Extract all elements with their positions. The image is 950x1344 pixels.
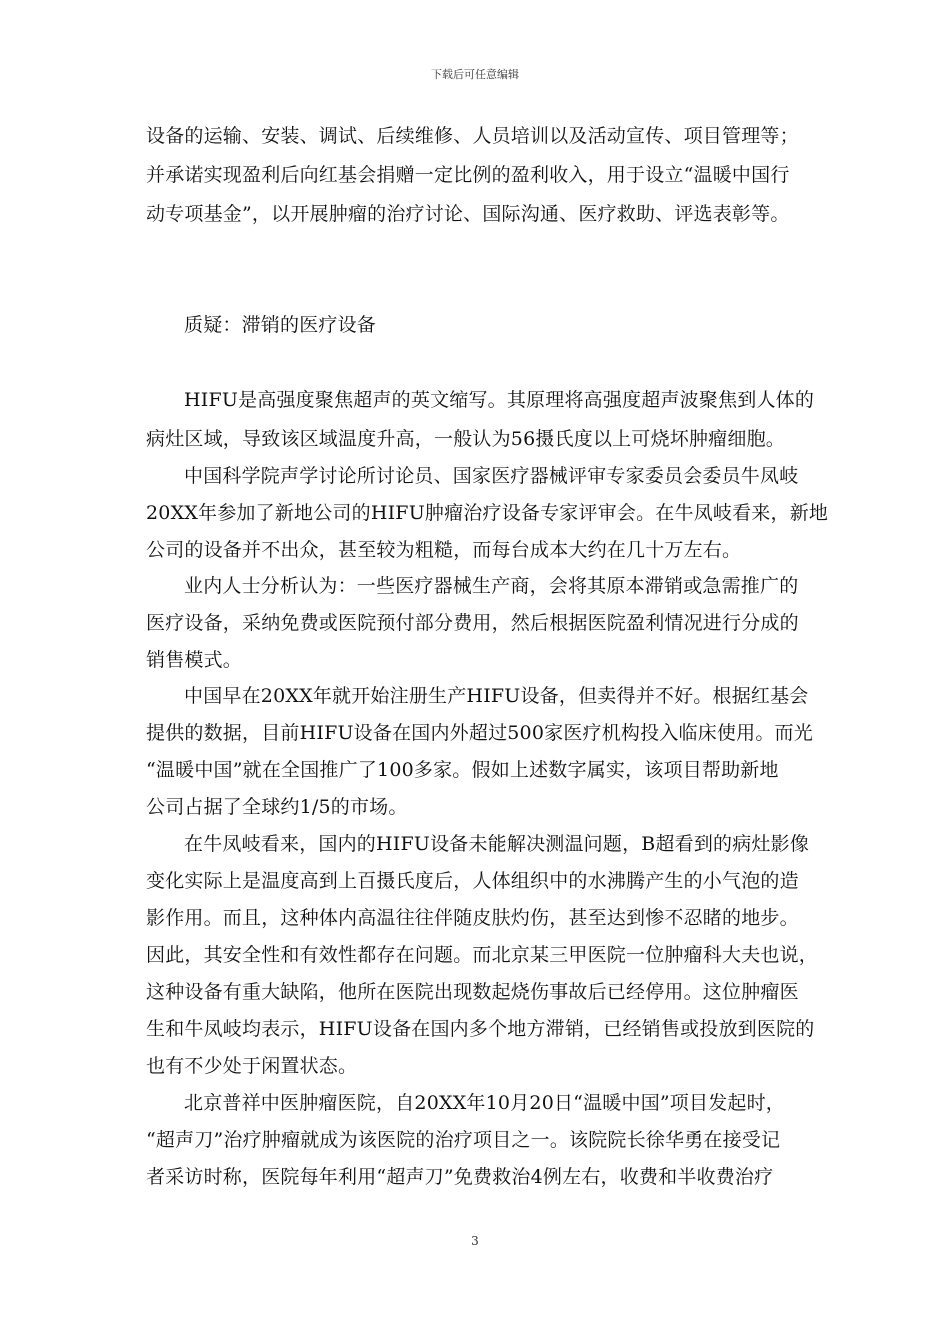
text-line: 这种设备有重大缺陷，他所在医院出现数起烧伤事故后已经停用。这位肿瘤医 [146,981,799,1003]
text-line: 业内人士分析认为：一些医疗器械生产商，会将其原本滞销或急需推广的 [184,575,799,597]
text-line: 20XX年参加了新地公司的HIFU肿瘤治疗设备专家评审会。在牛凤岐看来，新地 [146,502,829,524]
text-line: 销售模式。 [146,649,243,671]
text-line: 生和牛凤岐均表示，HIFU设备在国内多个地方滞销，已经销售或投放到医院的 [146,1018,815,1040]
text-line: 提供的数据，目前HIFU设备在国内外超过500家医疗机构投入临床使用。而光 [146,722,813,744]
text-line: 北京普祥中医肿瘤医院，自20XX年10月20日“温暖中国”项目发起时， [184,1092,786,1114]
text-line: 中国科学院声学讨论所讨论员、国家医疗器械评审专家委员会委员牛凤岐 [184,465,799,487]
text-line: 公司占据了全球约1/5的市场。 [146,796,408,818]
text-line: 动专项基金”，以开展肿瘤的治疗讨论、国际沟通、医疗救助、评选表彰等。 [146,203,790,225]
section-heading: 质疑：滞销的医疗设备 [184,314,377,336]
text-line: “温暖中国”就在全国推广了100多家。假如上述数字属实，该项目帮助新地 [146,759,779,781]
text-line: 并承诺实现盈利后向红基会捐赠一定比例的盈利收入，用于设立“温暖中国行 [146,164,790,186]
text-line: 也有不少处于闲置状态。 [146,1055,358,1077]
text-line: HIFU是高强度聚焦超声的英文缩写。其原理将高强度超声波聚焦到人体的 [184,389,815,411]
text-line: “超声刀”治疗肿瘤就成为该医院的治疗项目之一。该院院长徐华勇在接受记 [146,1129,781,1151]
text-line: 因此，其安全性和有效性都存在问题。而北京某三甲医院一位肿瘤科大夫也说， [146,944,819,966]
page-number: 3 [471,1234,479,1248]
text-line: 影作用。而且，这种体内高温往往伴随皮肤灼伤，甚至达到惨不忍睹的地步。 [146,907,799,929]
text-line: 变化实际上是温度高到上百摄氏度后，人体组织中的水沸腾产生的小气泡的造 [146,870,799,892]
text-line: 者采访时称，医院每年利用“超声刀”免费救治4例左右，收费和半收费治疗 [146,1166,774,1188]
page-header: 下载后可任意编辑 [431,68,519,81]
text-line: 中国早在20XX年就开始注册生产HIFU设备，但卖得并不好。根据红基会 [184,685,809,707]
text-line: 医疗设备，采纳免费或医院预付部分费用，然后根据医院盈利情况进行分成的 [146,612,799,634]
text-line: 设备的运输、安装、调试、后续维修、人员培训以及活动宣传、项目管理等； [146,125,799,147]
text-line: 病灶区域，导致该区域温度升高，一般认为56摄氏度以上可烧坏肿瘤细胞。 [146,428,785,450]
text-line: 在牛凤岐看来，国内的HIFU设备未能解决测温问题，B超看到的病灶影像 [184,833,810,855]
text-line: 公司的设备并不出众，甚至较为粗糙，而每台成本大约在几十万左右。 [146,539,742,561]
